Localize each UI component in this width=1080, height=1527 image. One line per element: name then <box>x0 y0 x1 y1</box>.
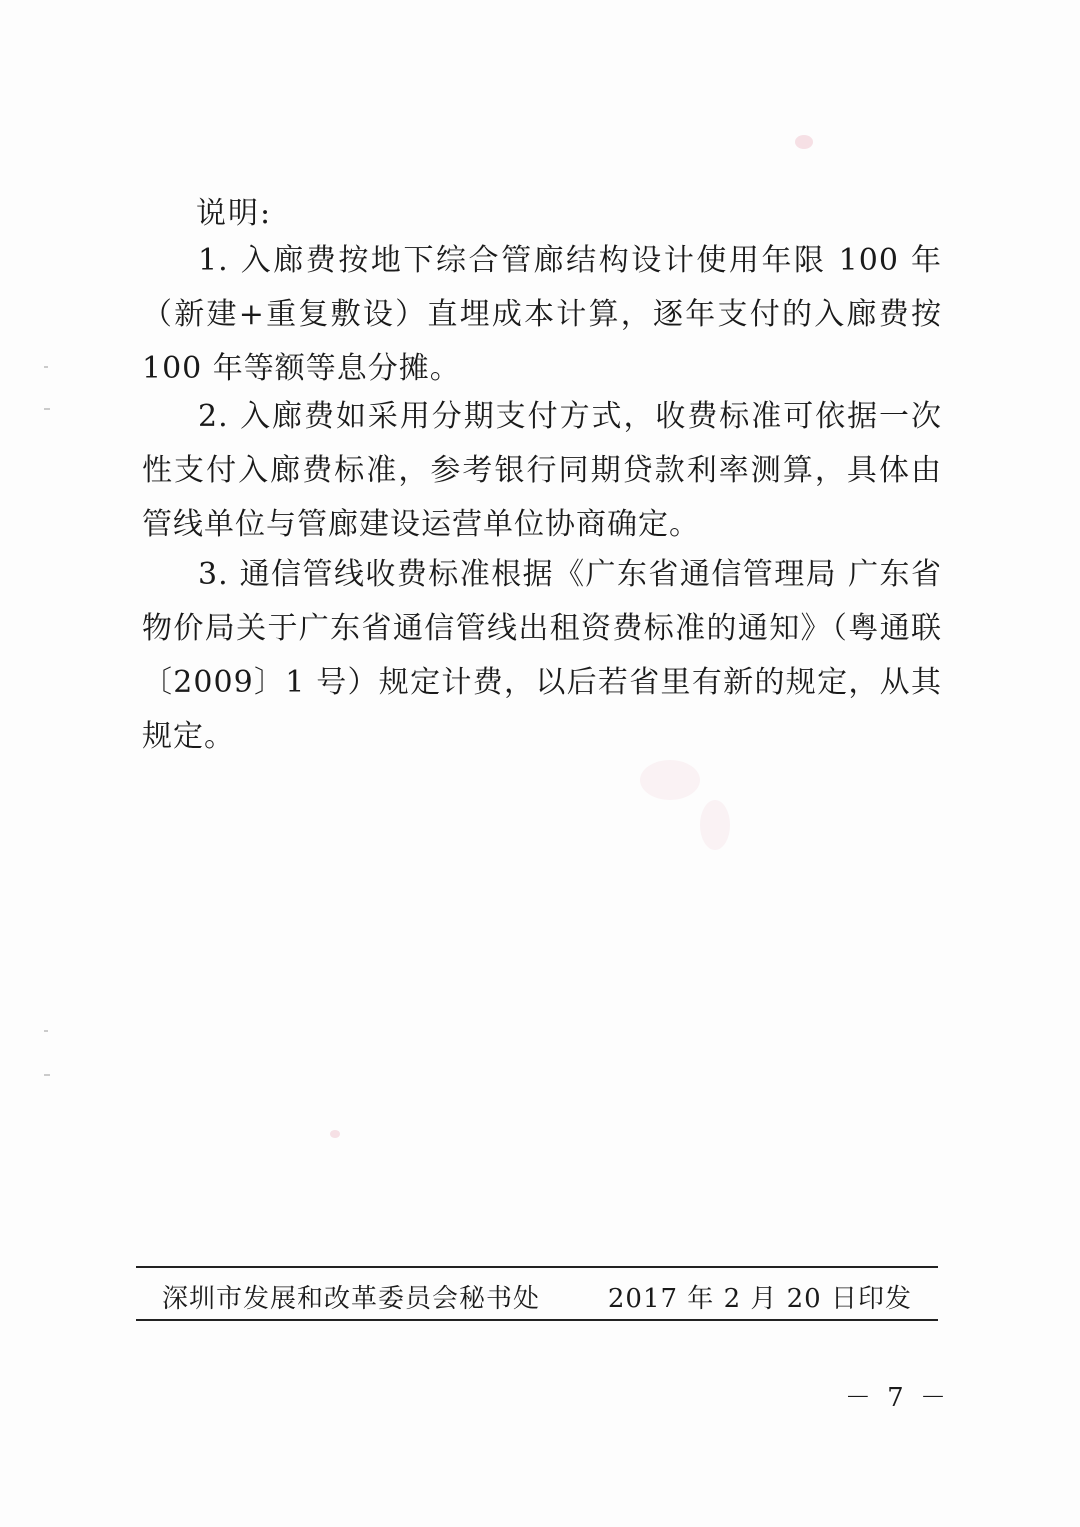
scan-mark <box>44 408 50 410</box>
scan-mark <box>44 1030 48 1032</box>
scan-speck <box>330 1130 340 1138</box>
scan-speck <box>700 800 730 850</box>
note-paragraph-3: 3. 通信管线收费标准根据《广东省通信管理局 广东省物价局关于广东省通信管线出租资费标准的通知》（粤通联〔2009〕1 号）规定计费，以后若省里有新的规定，从其规定。 <box>142 557 942 754</box>
scan-mark <box>44 366 48 368</box>
note-paragraph-1: 1. 入廊费按地下综合管廊结构设计使用年限 100 年（新建+重复敷设）直埋成本计算，逐年支付的入廊费按 100 年等额等息分摊。 <box>142 243 942 386</box>
scan-mark <box>44 1074 50 1076</box>
scan-speck <box>640 760 700 800</box>
issuer-label: 深圳市发展和改革委员会秘书处 <box>162 1284 541 1314</box>
footer-rule-top <box>136 1266 938 1268</box>
scan-speck <box>795 135 813 149</box>
note-paragraph-2: 2. 入廊费如采用分期支付方式，收费标准可依据一次性支付入廊费标准，参考银行同期贷款利率测算，具体由管线单位与管廊建设运营单位协商确定。 <box>142 399 942 542</box>
notes-heading: 说明: <box>196 196 273 231</box>
page-number: － 7 － <box>844 1383 950 1413</box>
footer-rule-bottom <box>136 1319 938 1321</box>
issue-date: 2017 年 2 月 20 日印发 <box>607 1284 912 1314</box>
